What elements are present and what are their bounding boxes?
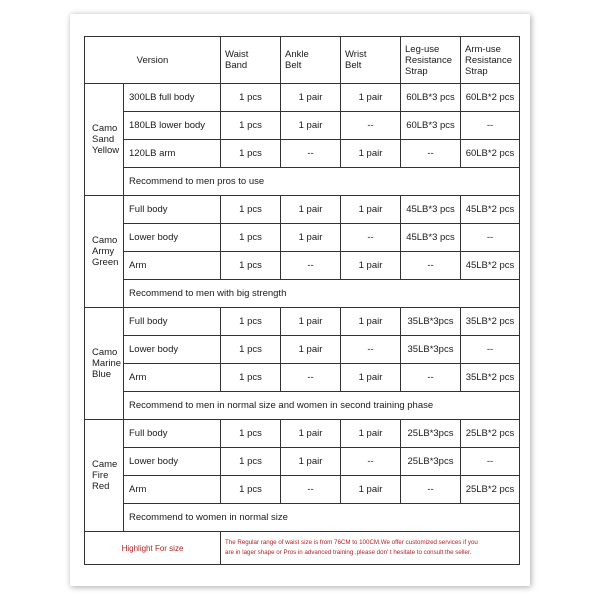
arm-cell: -- bbox=[461, 224, 520, 252]
header-arm-strap bbox=[461, 37, 520, 84]
group-name-line: Camo bbox=[92, 123, 118, 134]
wrist-cell: 1 pair bbox=[341, 140, 401, 168]
waist-cell: 1 pcs bbox=[221, 112, 281, 140]
waist-cell: 1 pcs bbox=[221, 364, 281, 392]
group-name-line: Camo bbox=[92, 347, 118, 358]
group-name-line: Red bbox=[92, 481, 110, 492]
header-version: Version bbox=[85, 37, 221, 84]
waist-cell: 1 pcs bbox=[221, 140, 281, 168]
waist-cell: 1 pcs bbox=[221, 224, 281, 252]
ankle-cell: -- bbox=[281, 364, 341, 392]
arm-cell: 25LB*2 pcs bbox=[461, 476, 520, 504]
recommend-row bbox=[85, 392, 520, 420]
table-row bbox=[85, 448, 520, 476]
table-row bbox=[85, 252, 520, 280]
leg-cell: -- bbox=[401, 364, 461, 392]
group-name-line: Marine bbox=[92, 358, 122, 369]
wrist-cell: 1 pair bbox=[341, 84, 401, 112]
group-name-line: Army bbox=[92, 246, 115, 257]
model-cell: Full body bbox=[124, 420, 221, 448]
header-wrist-line2: Belt bbox=[345, 60, 362, 71]
model-cell: Lower body bbox=[124, 336, 221, 364]
header-wrist-belt bbox=[341, 37, 401, 84]
table-row bbox=[85, 476, 520, 504]
table-row bbox=[85, 140, 520, 168]
group-name-line: Fire bbox=[92, 470, 109, 481]
model-cell: 300LB full body bbox=[124, 84, 221, 112]
header-wrist-line1: Wrist bbox=[345, 49, 367, 60]
group-name-sand-yellow bbox=[85, 84, 124, 196]
ankle-cell: 1 pair bbox=[281, 196, 341, 224]
arm-cell: 45LB*2 pcs bbox=[461, 196, 520, 224]
model-cell: Full body bbox=[124, 196, 221, 224]
waist-cell: 1 pcs bbox=[221, 420, 281, 448]
waist-cell: 1 pcs bbox=[221, 476, 281, 504]
ankle-cell: -- bbox=[281, 140, 341, 168]
waist-cell: 1 pcs bbox=[221, 252, 281, 280]
leg-cell: -- bbox=[401, 252, 461, 280]
waist-size-note bbox=[221, 532, 520, 565]
wrist-cell: -- bbox=[341, 448, 401, 476]
table-row bbox=[85, 224, 520, 252]
recommend-text: Recommend to women in normal size bbox=[124, 504, 520, 532]
arm-cell: -- bbox=[461, 448, 520, 476]
wrist-cell: -- bbox=[341, 224, 401, 252]
note-line: are in lager shape or Pros in advanced training ,please don' t hesitate to consult the seller. bbox=[225, 549, 472, 556]
arm-cell: 35LB*2 pcs bbox=[461, 364, 520, 392]
header-row bbox=[85, 37, 520, 84]
ankle-cell: 1 pair bbox=[281, 448, 341, 476]
waist-cell: 1 pcs bbox=[221, 448, 281, 476]
table-row bbox=[85, 112, 520, 140]
ankle-cell: 1 pair bbox=[281, 308, 341, 336]
group-name-army-green bbox=[85, 196, 124, 308]
arm-cell: 60LB*2 pcs bbox=[461, 84, 520, 112]
arm-cell: 35LB*2 pcs bbox=[461, 308, 520, 336]
waist-cell: 1 pcs bbox=[221, 308, 281, 336]
arm-cell: 45LB*2 pcs bbox=[461, 252, 520, 280]
group-name-line: Sand bbox=[92, 134, 115, 145]
leg-cell: 25LB*3pcs bbox=[401, 420, 461, 448]
leg-cell: -- bbox=[401, 476, 461, 504]
ankle-cell: 1 pair bbox=[281, 336, 341, 364]
recommend-text: Recommend to men pros to use bbox=[124, 168, 520, 196]
leg-cell: 35LB*3pcs bbox=[401, 336, 461, 364]
header-waist-line2: Band bbox=[225, 60, 248, 71]
wrist-cell: -- bbox=[341, 112, 401, 140]
leg-cell: 35LB*3pcs bbox=[401, 308, 461, 336]
footer-row bbox=[85, 532, 520, 565]
group-name-line: Blue bbox=[92, 369, 112, 380]
model-cell: Arm bbox=[124, 476, 221, 504]
recommend-row bbox=[85, 280, 520, 308]
header-arm-line2: Resistance bbox=[465, 54, 512, 66]
leg-cell: -- bbox=[401, 140, 461, 168]
header-waist-band bbox=[221, 37, 281, 84]
group-name-line: Came bbox=[92, 459, 118, 470]
waist-cell: 1 pcs bbox=[221, 84, 281, 112]
wrist-cell: 1 pair bbox=[341, 420, 401, 448]
model-cell: Arm bbox=[124, 364, 221, 392]
table-row bbox=[85, 336, 520, 364]
wrist-cell: 1 pair bbox=[341, 308, 401, 336]
header-ankle-line1: Ankle bbox=[285, 49, 309, 60]
ankle-cell: -- bbox=[281, 476, 341, 504]
group-name-fire-red bbox=[85, 420, 124, 532]
group-name-marine-blue bbox=[85, 308, 124, 420]
model-cell: 180LB lower body bbox=[124, 112, 221, 140]
product-spec-table bbox=[84, 36, 520, 565]
model-cell: Full body bbox=[124, 308, 221, 336]
ankle-cell: -- bbox=[281, 252, 341, 280]
model-cell: 120LB arm bbox=[124, 140, 221, 168]
group-name-line: Green bbox=[92, 257, 119, 268]
ankle-cell: 1 pair bbox=[281, 420, 341, 448]
recommend-row bbox=[85, 168, 520, 196]
header-waist-line1: Waist bbox=[225, 49, 249, 60]
header-leg-line3: Strap bbox=[405, 65, 428, 77]
leg-cell: 45LB*3 pcs bbox=[401, 224, 461, 252]
arm-cell: 60LB*2 pcs bbox=[461, 140, 520, 168]
wrist-cell: 1 pair bbox=[341, 196, 401, 224]
header-leg-strap bbox=[401, 37, 461, 84]
group-name-line: Yellow bbox=[92, 145, 120, 156]
table-row bbox=[85, 84, 520, 112]
group-name-line: Camo bbox=[92, 235, 118, 246]
waist-cell: 1 pcs bbox=[221, 336, 281, 364]
wrist-cell: 1 pair bbox=[341, 476, 401, 504]
header-ankle-line2: Belt bbox=[285, 60, 302, 71]
recommend-text: Recommend to men with big strength bbox=[124, 280, 520, 308]
wrist-cell: 1 pair bbox=[341, 364, 401, 392]
ankle-cell: 1 pair bbox=[281, 112, 341, 140]
table-row bbox=[85, 420, 520, 448]
leg-cell: 45LB*3 pcs bbox=[401, 196, 461, 224]
arm-cell: -- bbox=[461, 112, 520, 140]
note-line: The Regular range of waist size is from 76CM to 100CM.We offer customized services if you bbox=[225, 539, 478, 546]
ankle-cell: 1 pair bbox=[281, 84, 341, 112]
table-row bbox=[85, 196, 520, 224]
wrist-cell: 1 pair bbox=[341, 252, 401, 280]
header-arm-line1: Arm-use bbox=[465, 43, 501, 55]
waist-cell: 1 pcs bbox=[221, 196, 281, 224]
table-row bbox=[85, 308, 520, 336]
header-ankle-belt bbox=[281, 37, 341, 84]
wrist-cell: -- bbox=[341, 336, 401, 364]
header-leg-line2: Resistance bbox=[405, 54, 452, 66]
table-row bbox=[85, 364, 520, 392]
highlight-label: Highlight For size bbox=[85, 532, 221, 565]
recommend-text: Recommend to men in normal size and women in second training phase bbox=[124, 392, 520, 420]
leg-cell: 25LB*3pcs bbox=[401, 448, 461, 476]
model-cell: Arm bbox=[124, 252, 221, 280]
model-cell: Lower body bbox=[124, 448, 221, 476]
leg-cell: 60LB*3 pcs bbox=[401, 84, 461, 112]
model-cell: Lower body bbox=[124, 224, 221, 252]
arm-cell: 25LB*2 pcs bbox=[461, 420, 520, 448]
leg-cell: 60LB*3 pcs bbox=[401, 112, 461, 140]
header-leg-line1: Leg-use bbox=[405, 43, 440, 55]
header-arm-line3: Strap bbox=[465, 65, 488, 77]
arm-cell: -- bbox=[461, 336, 520, 364]
recommend-row bbox=[85, 504, 520, 532]
ankle-cell: 1 pair bbox=[281, 224, 341, 252]
